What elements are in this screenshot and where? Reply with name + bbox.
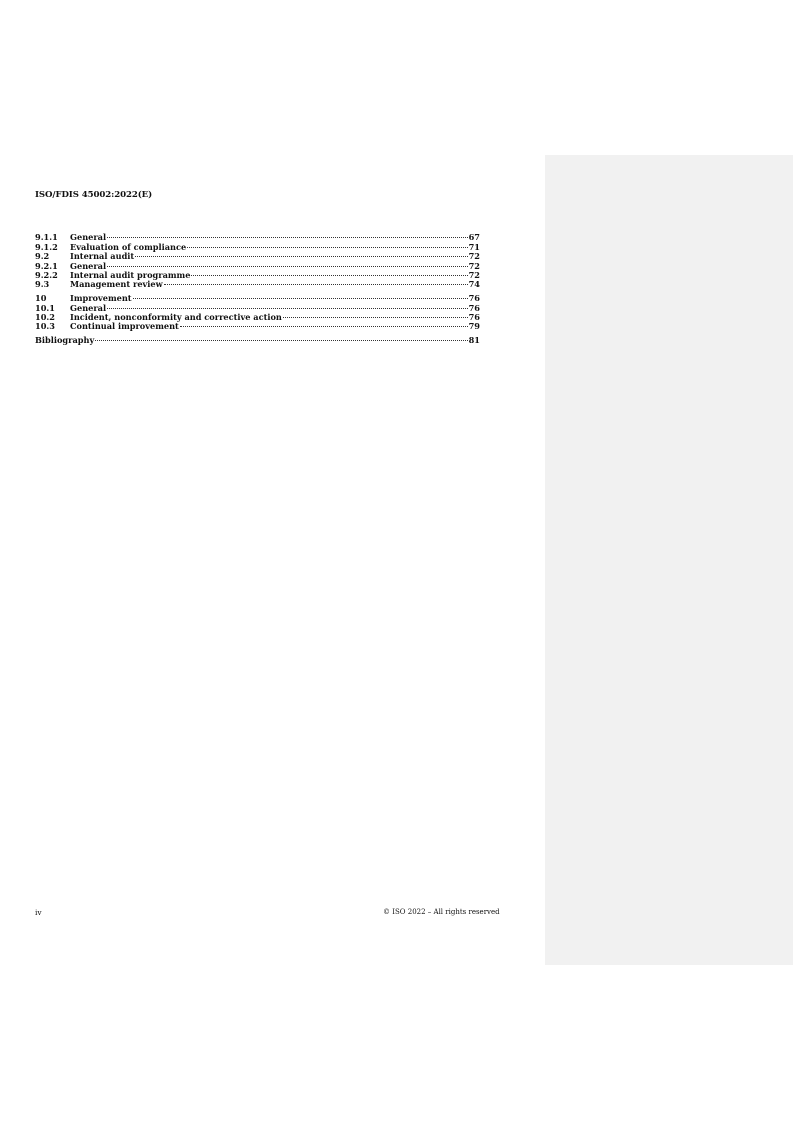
toc-number: 9.2.1 bbox=[35, 260, 58, 271]
toc-leader-dots bbox=[95, 334, 467, 343]
toc-title: Internal audit bbox=[70, 251, 135, 262]
toc-page: 72 bbox=[468, 251, 480, 262]
toc-title: General bbox=[70, 232, 107, 243]
toc-leader-dots bbox=[107, 301, 468, 310]
toc-title: General bbox=[70, 260, 107, 271]
toc-page: 76 bbox=[468, 293, 480, 304]
toc-page: 76 bbox=[468, 312, 480, 323]
toc-page: 72 bbox=[468, 260, 480, 271]
toc-leader-dots bbox=[180, 320, 468, 329]
toc-entry[interactable] bbox=[35, 240, 480, 252]
toc-page: 72 bbox=[468, 269, 480, 280]
toc-leader-dots bbox=[191, 269, 467, 278]
toc-entry[interactable] bbox=[35, 269, 480, 278]
toc-entry[interactable] bbox=[35, 231, 480, 243]
page-number: iv bbox=[35, 908, 42, 917]
toc-leader-dots bbox=[283, 311, 468, 320]
copyright-notice: © ISO 2022 – All rights reserved bbox=[383, 908, 500, 916]
toc-title: Internal audit programme bbox=[70, 269, 191, 280]
toc-title: Improvement bbox=[70, 293, 132, 304]
toc-page: 81 bbox=[468, 335, 480, 346]
toc-leader-dots bbox=[135, 250, 467, 259]
toc-entry[interactable] bbox=[35, 301, 480, 313]
toc-leader-dots bbox=[107, 231, 468, 240]
toc-number: 9.2 bbox=[35, 251, 50, 262]
toc-number: 9.1.1 bbox=[35, 232, 58, 243]
document-header: ISO/FDIS 45002:2022(E) bbox=[35, 190, 153, 200]
toc-page: 79 bbox=[468, 321, 480, 332]
toc-page: 67 bbox=[468, 232, 480, 243]
toc-title: Evaluation of compliance bbox=[70, 241, 187, 252]
toc-number: 10.1 bbox=[35, 302, 55, 313]
toc-title: Management review bbox=[70, 279, 163, 290]
toc-title: General bbox=[70, 302, 107, 313]
toc-entry[interactable] bbox=[35, 292, 480, 304]
toc-entry[interactable] bbox=[35, 278, 480, 290]
toc-leader-dots bbox=[187, 240, 467, 249]
toc-title: Incident, nonconformity and corrective action bbox=[70, 312, 282, 323]
toc-leader-dots bbox=[107, 259, 468, 268]
toc-page: 76 bbox=[468, 302, 480, 313]
toc-number: 9.3 bbox=[35, 279, 50, 290]
toc-entry[interactable] bbox=[35, 311, 480, 323]
toc-leader-dots bbox=[133, 292, 468, 301]
toc-leader-dots bbox=[164, 278, 468, 287]
toc-number: 10.2 bbox=[35, 312, 55, 323]
toc-title: Bibliography bbox=[35, 335, 95, 346]
toc-number: 9.1.2 bbox=[35, 241, 58, 252]
toc-entry[interactable] bbox=[35, 320, 480, 332]
toc-number: 9.2.2 bbox=[35, 269, 58, 280]
toc-entry[interactable] bbox=[35, 259, 480, 271]
comment-pane bbox=[545, 155, 793, 965]
toc-entry[interactable] bbox=[35, 250, 480, 262]
toc-number: 10.3 bbox=[35, 321, 55, 332]
toc-page: 71 bbox=[468, 241, 480, 252]
toc-entry-bibliography[interactable] bbox=[35, 334, 480, 346]
toc-number: 10 bbox=[35, 293, 47, 304]
toc-page: 74 bbox=[468, 279, 480, 290]
toc-title: Continual improvement bbox=[70, 321, 179, 332]
table-of-contents bbox=[35, 231, 480, 346]
